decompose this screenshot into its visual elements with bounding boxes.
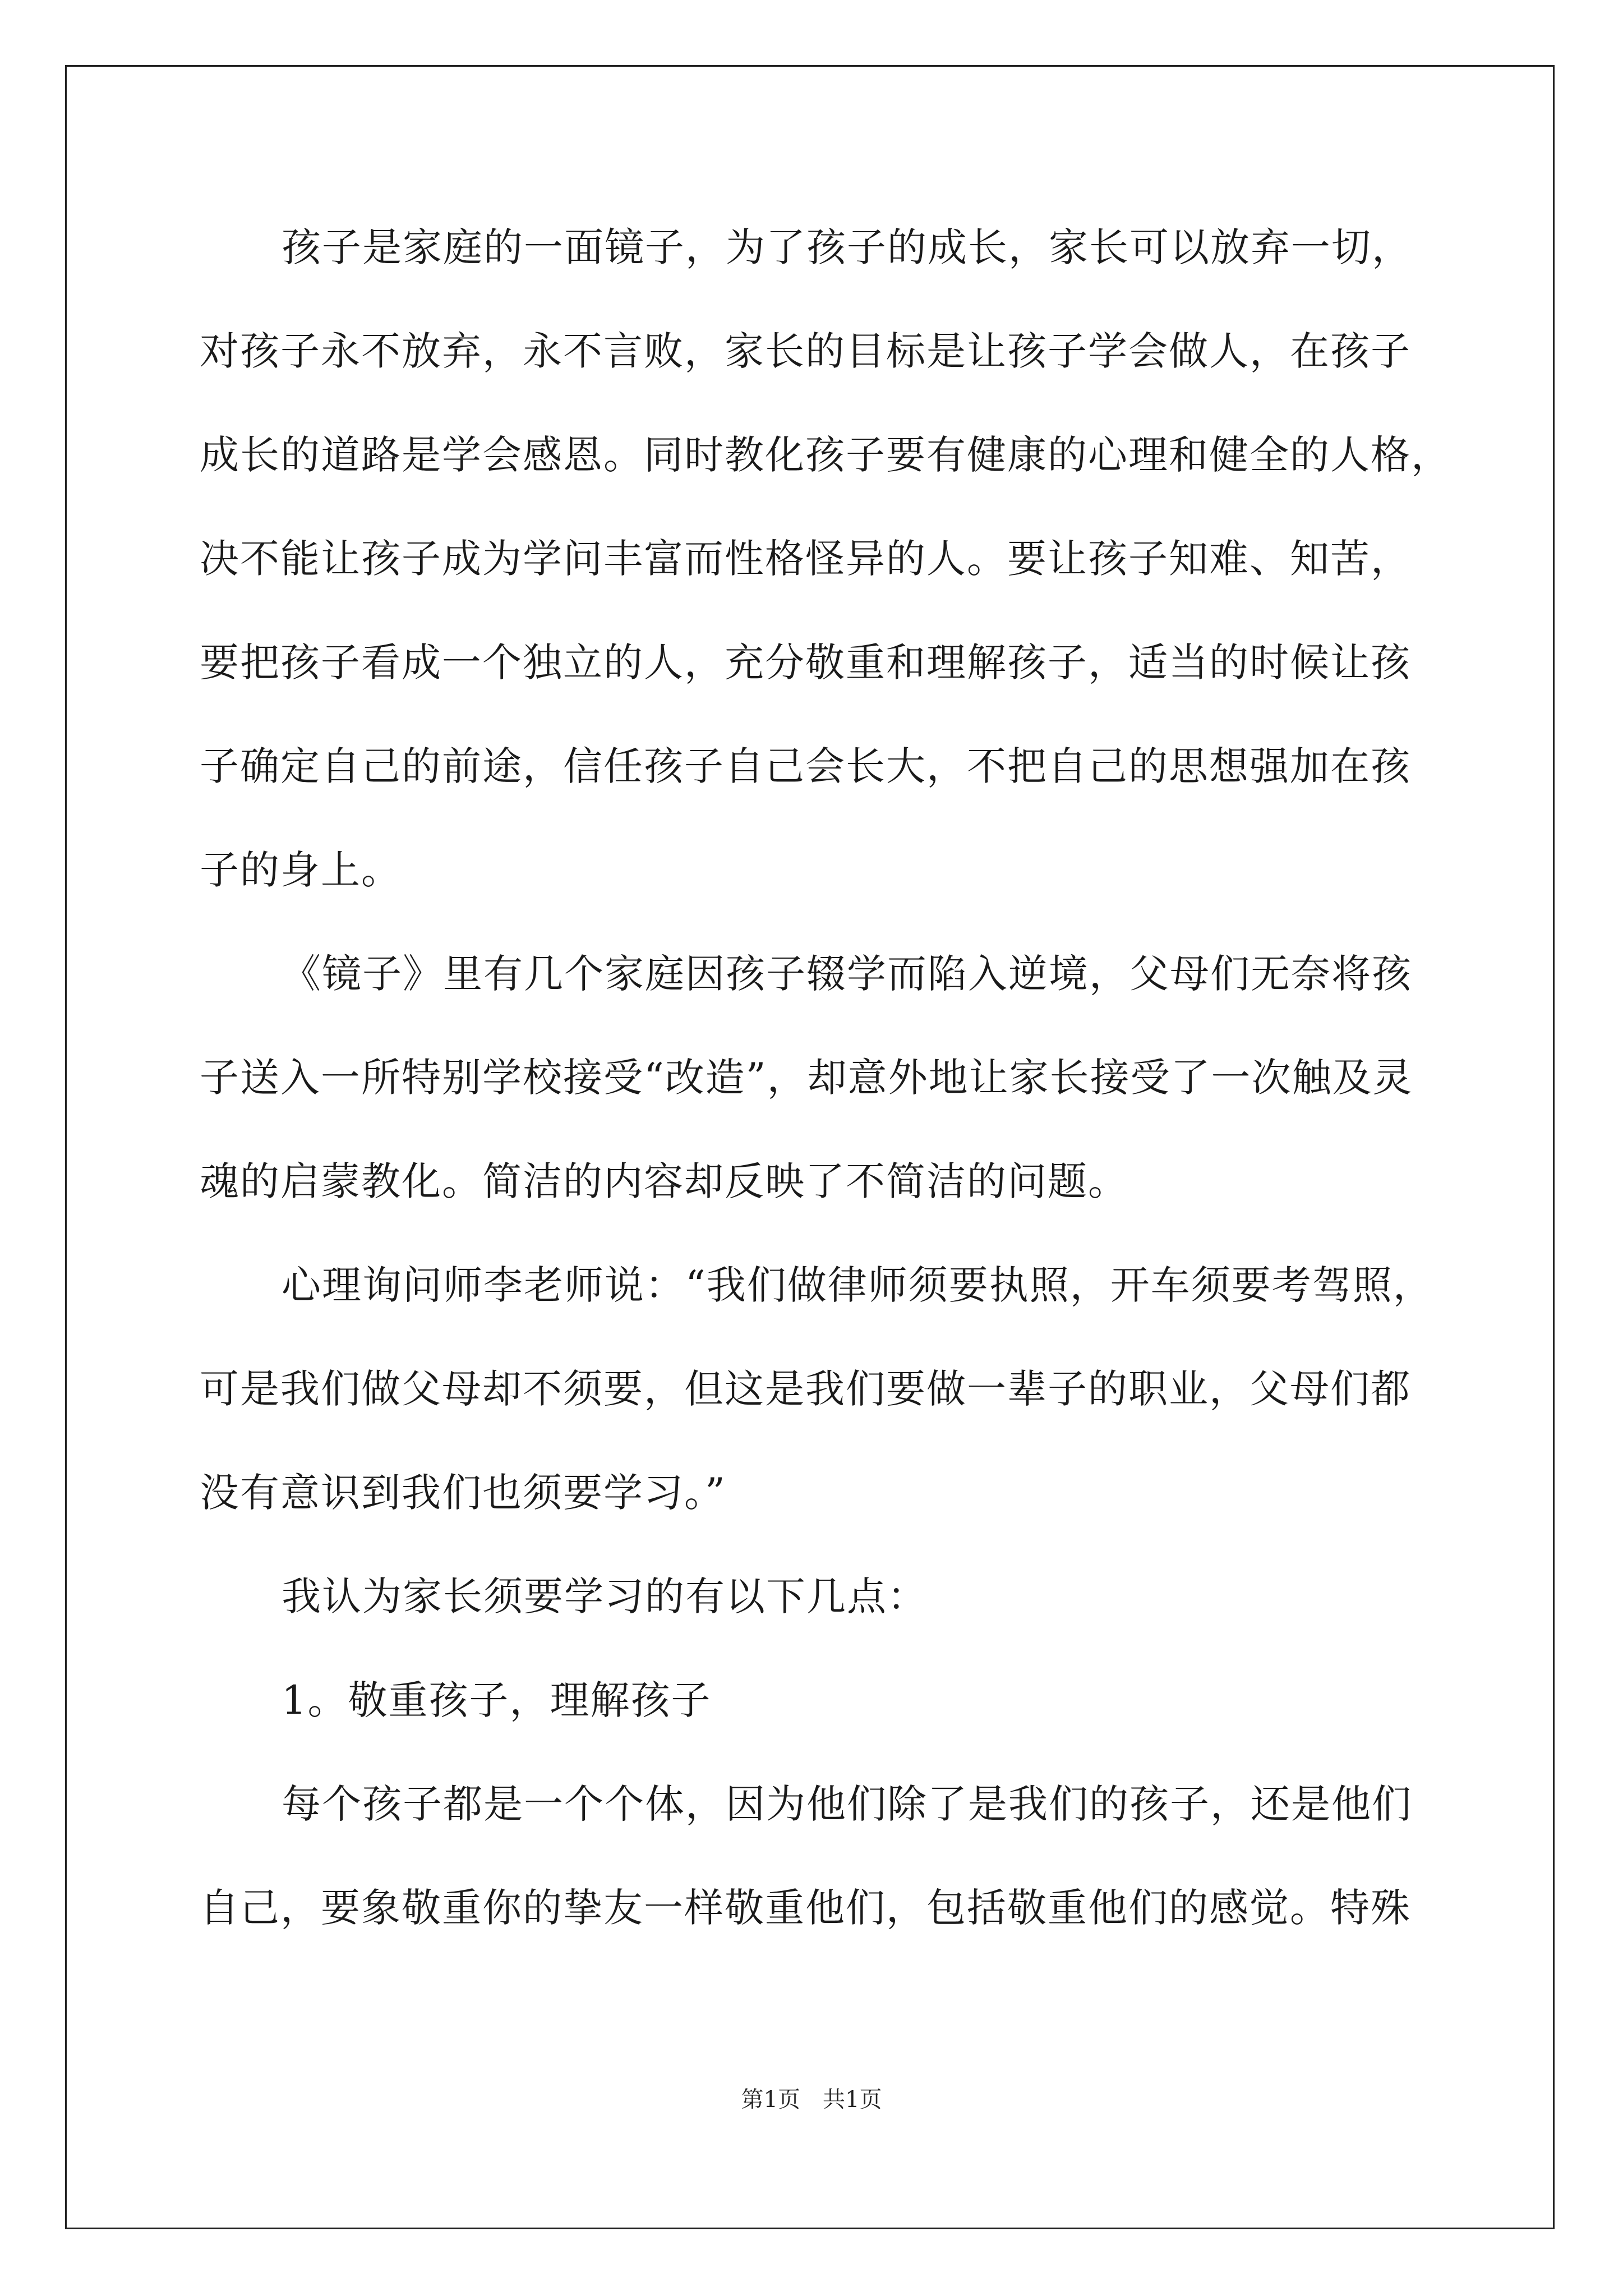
- paragraph-line: 自己，要象敬重你的挚友一样敬重他们，包括敬重他们的感觉。特殊: [200, 1885, 1411, 1931]
- page-number: 第1页 共1页: [741, 2087, 882, 2113]
- paragraph-line: 可是我们做父母却不须要，但这是我们要做一辈子的职业，父母们都: [200, 1366, 1411, 1412]
- paragraph-line: 心理询问师李老师说：“我们做律师须要执照，开车须要考驾照，: [282, 1262, 1433, 1308]
- section-heading: 1。敬重孩子，理解孩子: [282, 1677, 712, 1723]
- paragraph-line: 魂的启蒙教化。简洁的内容却反映了不简洁的问题。: [200, 1158, 1128, 1204]
- paragraph-line: 子确定自己的前途，信任孩子自己会长大，不把自己的思想强加在孩: [200, 743, 1411, 789]
- paragraph-line: 每个孩子都是一个个体，因为他们除了是我们的孩子，还是他们: [282, 1781, 1412, 1827]
- paragraph-line: 成长的道路是学会感恩。同时教化孩子要有健康的心理和健全的人格，: [200, 432, 1451, 478]
- paragraph-line: 孩子是家庭的一面镜子，为了孩子的成长，家长可以放弃一切，: [282, 224, 1412, 270]
- paragraph-line: 我认为家长须要学习的有以下几点：: [282, 1573, 928, 1619]
- paragraph-line: 子的身上。: [200, 847, 402, 893]
- paragraph-line: 决不能让孩子成为学问丰富而性格怪异的人。要让孩子知难、知苦，: [200, 536, 1411, 582]
- paragraph-line: 没有意识到我们也须要学习。”: [200, 1470, 726, 1516]
- paragraph-line: 子送入一所特别学校接受“改造”，却意外地让家长接受了一次触及灵: [200, 1055, 1413, 1101]
- paragraph-line: 《镜子》里有几个家庭因孩子辍学而陷入逆境，父母们无奈将孩: [282, 951, 1412, 997]
- paragraph-line: 对孩子永不放弃，永不言败，家长的目标是让孩子学会做人，在孩子: [200, 328, 1411, 374]
- paragraph-line: 要把孩子看成一个独立的人，充分敬重和理解孩子，适当的时候让孩: [200, 639, 1411, 685]
